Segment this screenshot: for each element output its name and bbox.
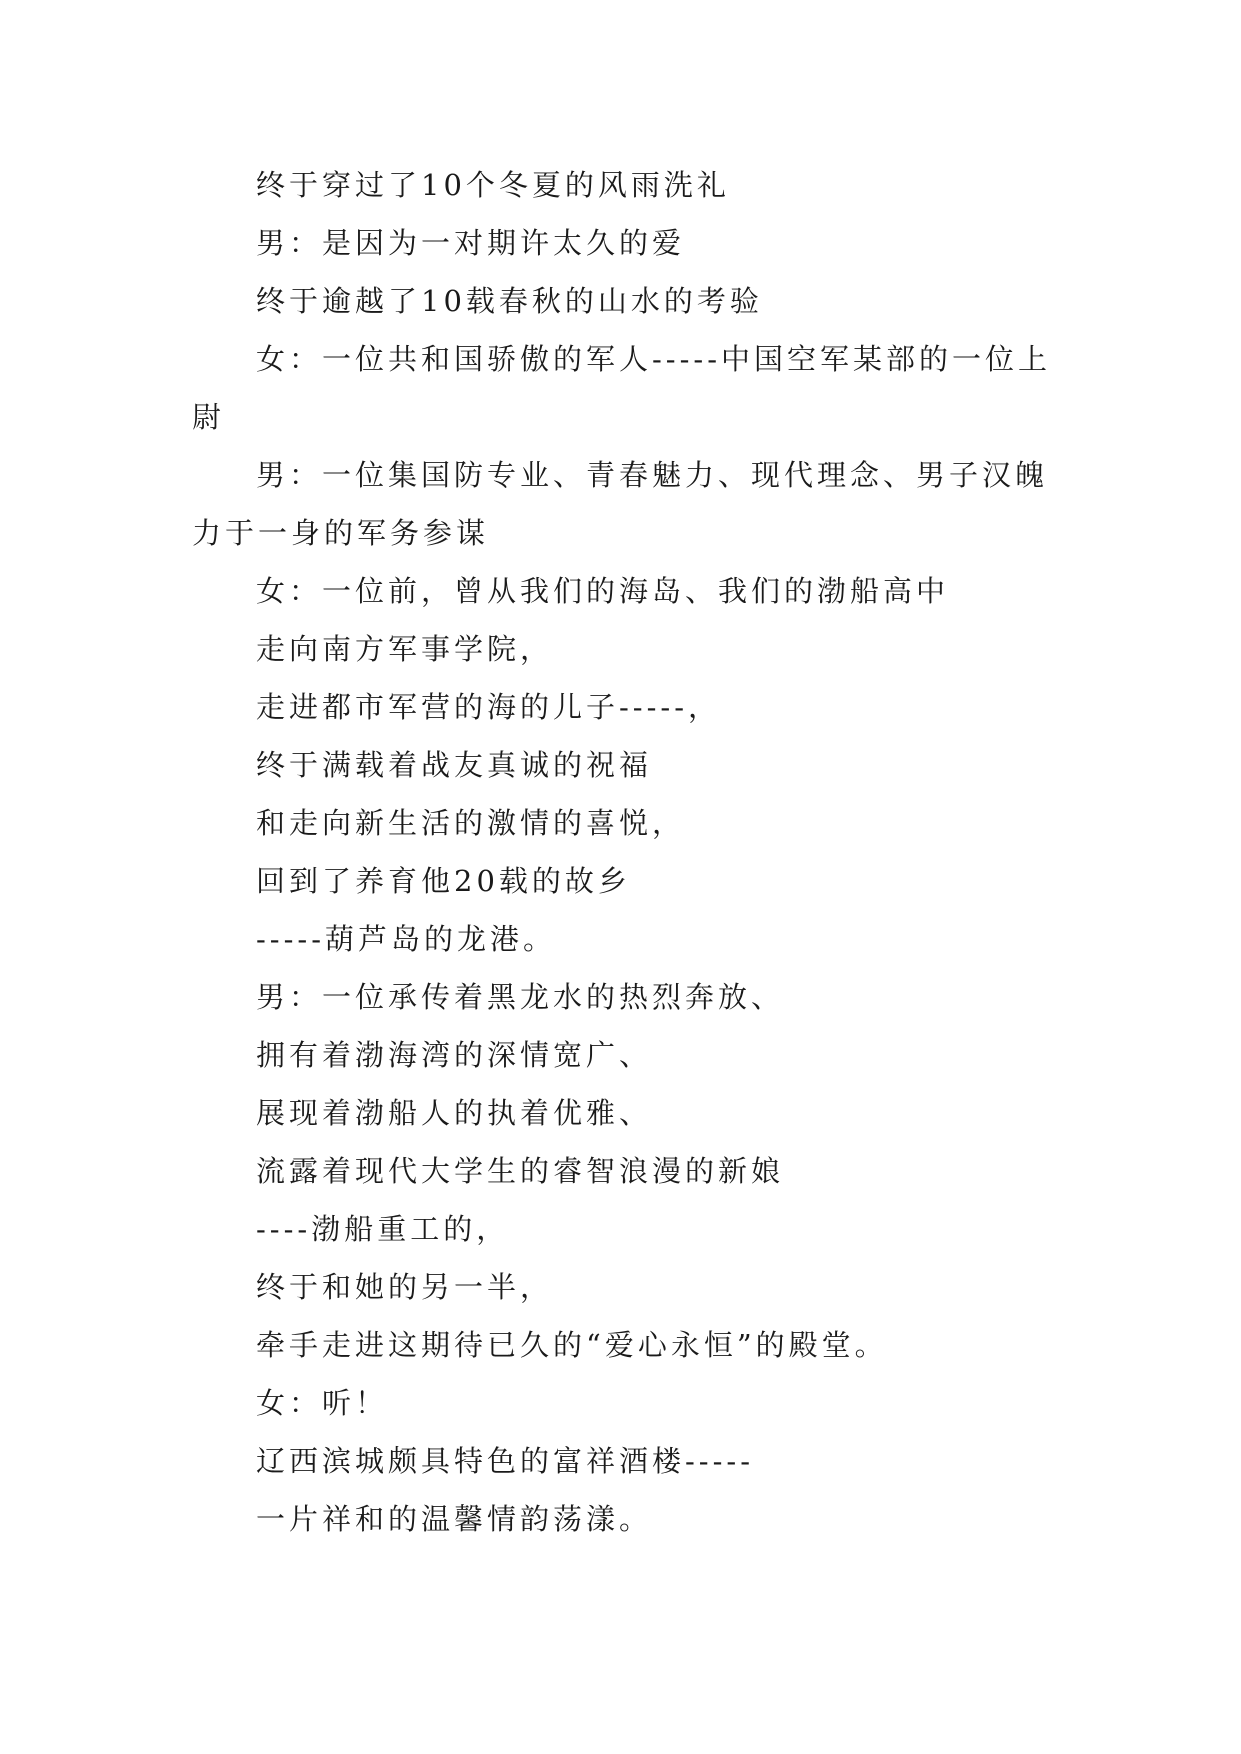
paragraph-10: 和走向新生活的激情的喜悦， [256, 806, 686, 840]
paragraph-9: 终于满载着战友真诚的祝福 [256, 748, 653, 782]
paragraph-22: 一片祥和的温馨情韵荡漾。 [256, 1502, 653, 1536]
paragraph-3: 终于逾越了10载春秋的山水的考验 [256, 284, 763, 318]
paragraph-8: 走进都市军营的海的儿子-----， [256, 690, 721, 724]
paragraph-21: 辽西滨城颇具特色的富祥酒楼----- [256, 1444, 754, 1478]
paragraph-4: 女：一位共和国骄傲的军人-----中国空军某部的一位上尉 [192, 342, 1051, 434]
document-body [192, 156, 1052, 1548]
paragraph-12: -----葫芦岛的龙港。 [256, 922, 556, 956]
paragraph-15: 展现着渤船人的执着优雅、 [256, 1096, 653, 1130]
paragraph-5: 男：一位集国防专业、青春魅力、现代理念、男子汉魄力于一身的军务参谋 [192, 458, 1049, 550]
paragraph-1: 终于穿过了10个冬夏的风雨洗礼 [256, 168, 730, 202]
paragraph-2: 男：是因为一对期许太久的爱 [256, 226, 686, 260]
paragraph-19: 牵手走进这期待已久的“爱心永恒”的殿堂。 [256, 1328, 888, 1362]
paragraph-14: 拥有着渤海湾的深情宽广、 [256, 1038, 653, 1072]
paragraph-13: 男：一位承传着黑龙水的热烈奔放、 [256, 980, 785, 1014]
paragraph-20: 女：听！ [256, 1386, 389, 1420]
paragraph-18: 终于和她的另一半， [256, 1270, 554, 1304]
paragraph-11: 回到了养育他20载的故乡 [256, 864, 631, 898]
paragraph-17: ----渤船重工的， [256, 1212, 510, 1246]
paragraph-16: 流露着现代大学生的睿智浪漫的新娘 [256, 1154, 785, 1188]
paragraph-7: 走向南方军事学院， [256, 632, 554, 666]
paragraph-6: 女：一位前，曾从我们的海岛、我们的渤船高中 [256, 574, 950, 608]
